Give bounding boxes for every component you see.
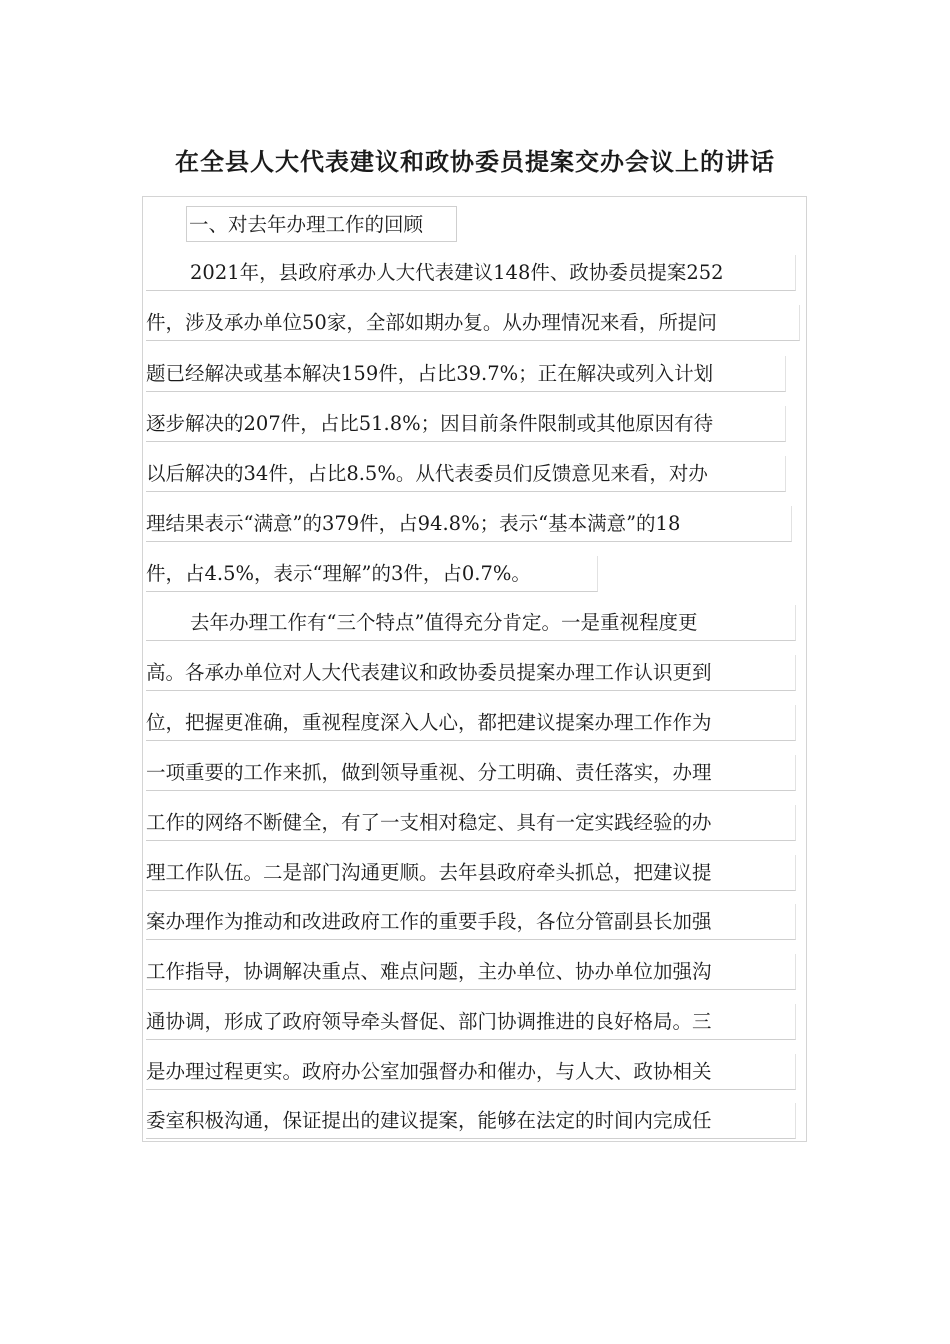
paragraph-line: 一项重要的工作来抓，做到领导重视、分工明确、责任落实，办理 — [146, 755, 796, 791]
document-title: 在全县人大代表建议和政协委员提案交办会议上的讲话 — [175, 148, 775, 176]
paragraph-line: 案办理作为推动和改进政府工作的重要手段，各位分管副县长加强 — [146, 904, 796, 940]
paragraph-line: 通协调，形成了政府领导牵头督促、部门协调推进的良好格局。三 — [146, 1004, 796, 1040]
paragraph-line: 理工作队伍。二是部门沟通更顺。去年县政府牵头抓总，把建议提 — [146, 855, 796, 891]
paragraph-line: 工作指导，协调解决重点、难点问题，主办单位、协办单位加强沟 — [146, 954, 796, 990]
paragraph-line: 逐步解决的207件，占比51.8%；因目前条件限制或其他原因有待 — [146, 406, 786, 442]
paragraph-line: 是办理过程更实。政府办公室加强督办和催办，与人大、政协相关 — [146, 1054, 796, 1090]
paragraph-line: 以后解决的34件，占比8.5%。从代表委员们反馈意见来看，对办 — [146, 456, 786, 492]
paragraph-line: 题已经解决或基本解决159件，占比39.7%；正在解决或列入计划 — [146, 356, 786, 392]
paragraph-line: 位，把握更准确，重视程度深入人心，都把建议提案办理工作作为 — [146, 705, 796, 741]
paragraph-line: 工作的网络不断健全，有了一支相对稳定、具有一定实践经验的办 — [146, 805, 796, 841]
paragraph-line: 委室积极沟通，保证提出的建议提案，能够在法定的时间内完成任 — [146, 1103, 796, 1139]
paragraph-line: 去年办理工作有“三个特点”值得充分肯定。一是重视程度更 — [146, 605, 796, 641]
paragraph-line: 件，占4.5%，表示“理解”的3件，占0.7%。 — [146, 556, 598, 592]
paragraph-line: 理结果表示“满意”的379件，占94.8%；表示“基本满意”的18 — [146, 506, 792, 542]
section-heading: 一、对去年办理工作的回顾 — [186, 206, 457, 242]
paragraph-line: 件，涉及承办单位50家，全部如期办复。从办理情况来看，所提问 — [146, 305, 800, 341]
paragraph-line: 高。各承办单位对人大代表建议和政协委员提案办理工作认识更到 — [146, 655, 796, 691]
paragraph-line: 2021年，县政府承办人大代表建议148件、政协委员提案252 — [146, 255, 796, 291]
